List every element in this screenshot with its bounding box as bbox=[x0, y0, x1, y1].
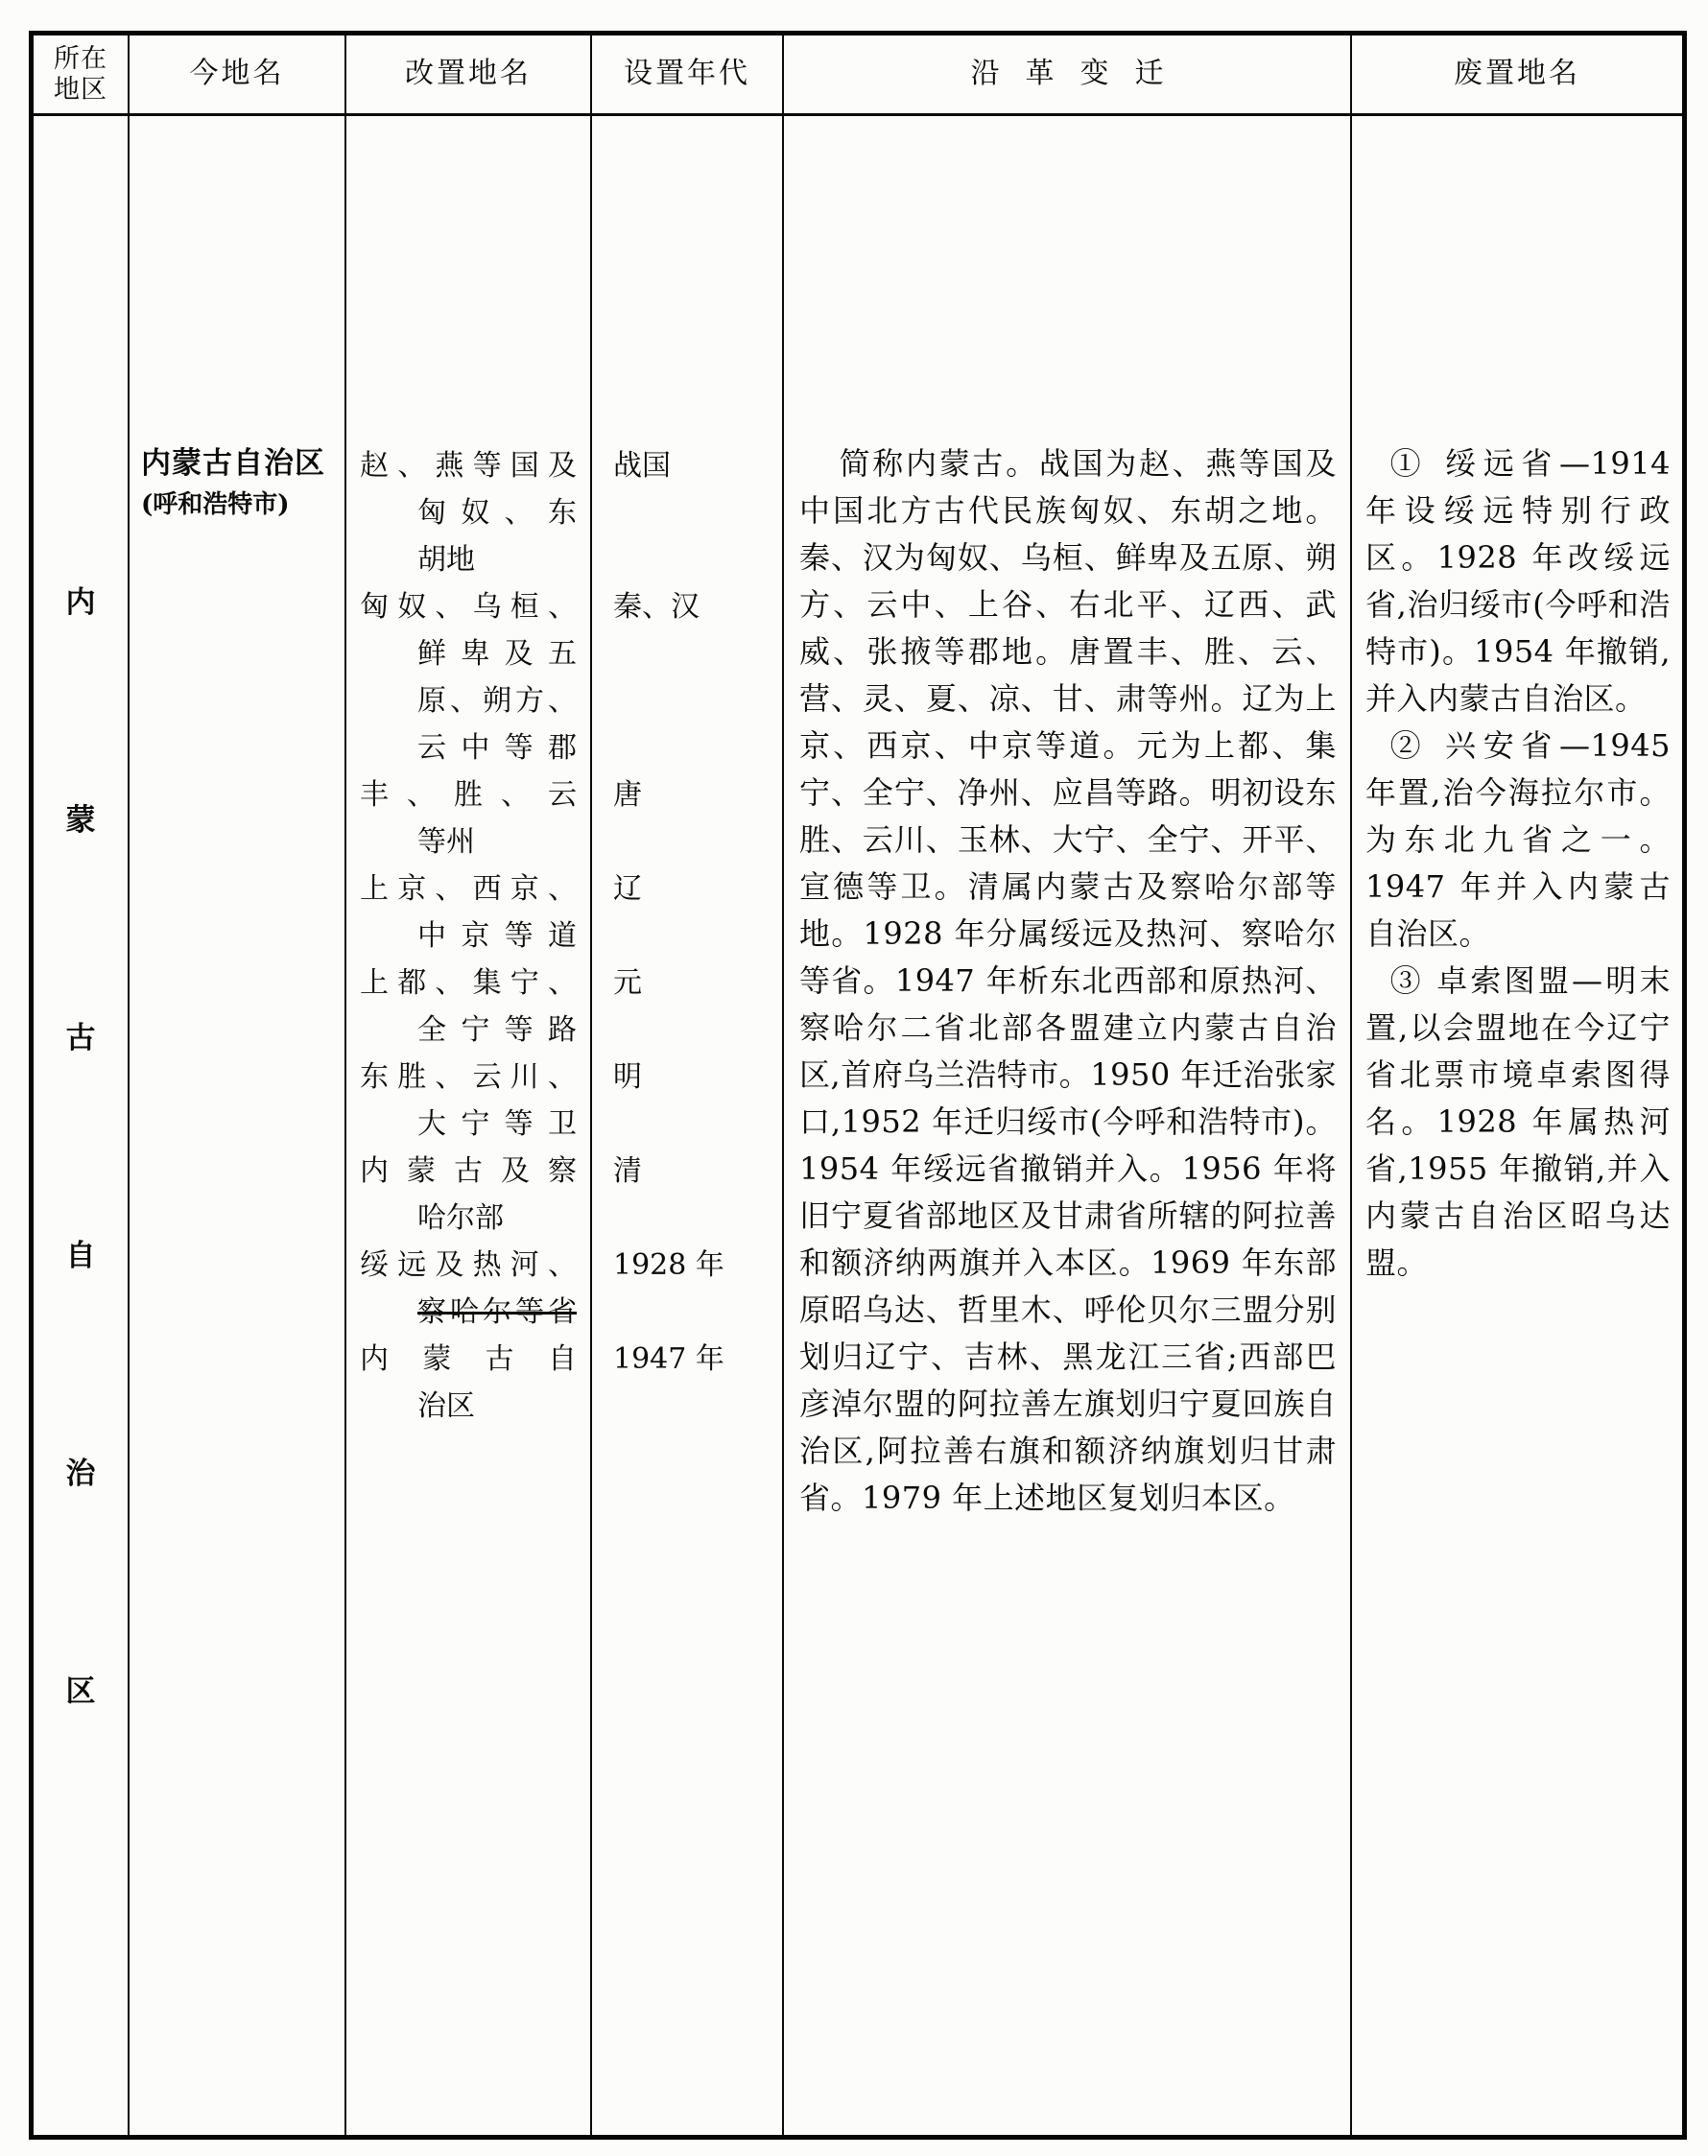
era-line-empty bbox=[613, 1289, 769, 1336]
renamed-place-line: 丰、胜、云 bbox=[360, 778, 577, 812]
region-vertical-char: 治 bbox=[65, 1457, 96, 1491]
renamed-place-line: 鲜卑及五 bbox=[417, 637, 577, 671]
renamed-place-line: 东胜、云川、 bbox=[360, 1060, 577, 1094]
header-era bbox=[592, 36, 784, 116]
today-name: 内蒙古自治区 bbox=[141, 446, 325, 481]
today-name-cell bbox=[130, 116, 346, 2135]
history-text: 简称内蒙古。战国为赵、燕等国及中国北方古代民族匈奴、东胡之地。秦、汉为匈奴、乌桓、鲜卑及五原、朔方、云中、上谷、右北平、辽西、武威、张掖等郡地。唐置丰、胜、云、营、灵、夏、凉、甘、肃等州。辽为上京、西京、中京等道。元为上都、集宁、全宁、净州、应昌等路。明初设东胜、云川、玉林、大宁、全宁、开平、宣德等卫。清属内蒙古及察哈尔部等地。1928 年分属绥远及热河、察哈尔等省。1947 年析东北西部和原热河、察哈尔二省北部各盟建立内蒙古自治区,首府乌兰浩特市。1950 年迁治张家口,1952 年迁归绥市(今呼和浩特市)。1954 年绥远省撤销并入。1956 年将旧宁夏省部地区及甘肃省所辖的阿拉善和额济纳两旗并入本区。1969 年东部原昭乌达、哲里木、呼伦贝尔三盟分别划归辽宁、吉林、黑龙江三省;西部巴彦淖尔盟的阿拉善左旗划归宁夏回族自治区,阿拉善右旗和额济纳旗划归甘肃省。1979 年上述地区复划归本区。 bbox=[799, 445, 1337, 1516]
renamed-place-line: 绥远及热河、 bbox=[360, 1248, 577, 1282]
renamed-place-line: 大宁等卫 bbox=[417, 1107, 577, 1141]
renamed-place-line: 中京等道 bbox=[417, 919, 577, 953]
era-line: 元 bbox=[613, 966, 642, 1000]
era-line-empty bbox=[613, 912, 769, 960]
header-region bbox=[34, 36, 130, 116]
renamed-places-cell bbox=[346, 116, 592, 2135]
era-line-empty bbox=[613, 630, 769, 677]
era-line-empty bbox=[613, 536, 769, 583]
header-renamed-label: 改置地名 bbox=[405, 57, 532, 91]
renamed-place-line: 上都、集宁、 bbox=[360, 966, 577, 1000]
era-line: 1928 年 bbox=[613, 1248, 724, 1282]
header-renamed bbox=[346, 36, 592, 116]
era-line-empty bbox=[613, 677, 769, 724]
era-line-empty bbox=[613, 489, 769, 536]
renamed-place-line: 哈尔部 bbox=[417, 1201, 504, 1235]
renamed-place-line: 全宁等路 bbox=[417, 1013, 577, 1047]
renamed-place-line: 上京、西京、 bbox=[360, 872, 577, 906]
renamed-place-line: 治区 bbox=[417, 1389, 475, 1423]
region-cell bbox=[34, 116, 130, 2135]
header-history bbox=[784, 36, 1352, 116]
era-line-empty bbox=[613, 1383, 769, 1430]
renamed-place-line: 等州 bbox=[417, 825, 475, 859]
era-line-empty bbox=[613, 1007, 769, 1054]
header-abolished bbox=[1352, 36, 1682, 116]
era-line: 唐 bbox=[613, 778, 642, 812]
era-line: 1947 年 bbox=[613, 1342, 724, 1376]
renamed-place-line: 胡地 bbox=[417, 543, 475, 577]
era-line: 战国 bbox=[613, 449, 671, 483]
today-name-note: (呼和浩特市) bbox=[141, 490, 290, 519]
header-abolished-label: 废置地名 bbox=[1454, 57, 1580, 91]
header-history-label: 沿革变迁 bbox=[970, 57, 1190, 91]
renamed-place-line: 察哈尔等省 bbox=[417, 1295, 577, 1329]
region-vertical-char: 区 bbox=[65, 1674, 96, 1709]
header-region-line1: 所在 bbox=[54, 44, 107, 75]
region-vertical-char: 自 bbox=[65, 1239, 96, 1273]
gazetteer-table bbox=[29, 31, 1687, 2140]
header-today-name bbox=[130, 36, 346, 116]
renamed-place-line: 内蒙古自 bbox=[360, 1342, 577, 1376]
renamed-place-line: 匈奴、东 bbox=[417, 496, 577, 530]
abolished-places-cell bbox=[1352, 116, 1682, 2135]
header-era-label: 设置年代 bbox=[624, 57, 750, 91]
era-line: 秦、汉 bbox=[613, 590, 700, 624]
era-line-empty bbox=[613, 1101, 769, 1148]
renamed-place-line: 内蒙古及察 bbox=[360, 1154, 577, 1188]
era-line: 明 bbox=[613, 1060, 642, 1094]
era-line: 清 bbox=[613, 1154, 642, 1188]
abolished-place-paragraph: ① 绥远省—1914 年设绥远特别行政区。1928 年改绥远省,治归绥市(今呼和浩特市)。1954 年撤销,并入内蒙古自治区。 bbox=[1365, 445, 1671, 717]
era-cell bbox=[592, 116, 784, 2135]
abolished-place-paragraph: ② 兴安省—1945 年置,治今海拉尔市。为东北九省之一。1947 年并入内蒙古自治区。 bbox=[1365, 727, 1671, 952]
era-line-empty bbox=[613, 818, 769, 865]
renamed-place-line: 原、朔方、 bbox=[417, 684, 577, 718]
era-line: 辽 bbox=[613, 872, 642, 906]
renamed-place-line: 匈奴、乌桓、 bbox=[360, 590, 577, 624]
header-today-name-label: 今地名 bbox=[189, 57, 285, 91]
era-line-empty bbox=[613, 1195, 769, 1242]
region-vertical-char: 蒙 bbox=[65, 803, 96, 838]
renamed-place-line: 云中等郡 bbox=[417, 731, 577, 765]
history-cell bbox=[784, 116, 1352, 2135]
abolished-place-paragraph: ③ 卓索图盟—明末置,以会盟地在今辽宁省北票市境卓索图得名。1928 年属热河省,1955 年撤销,并入内蒙古自治区昭乌达盟。 bbox=[1365, 962, 1671, 1281]
header-region-line2: 地区 bbox=[54, 74, 107, 105]
renamed-place-line: 赵、燕等国及 bbox=[360, 449, 577, 483]
region-vertical-char: 古 bbox=[65, 1021, 96, 1055]
region-vertical-char: 内 bbox=[65, 585, 96, 620]
era-line-empty bbox=[613, 724, 769, 771]
